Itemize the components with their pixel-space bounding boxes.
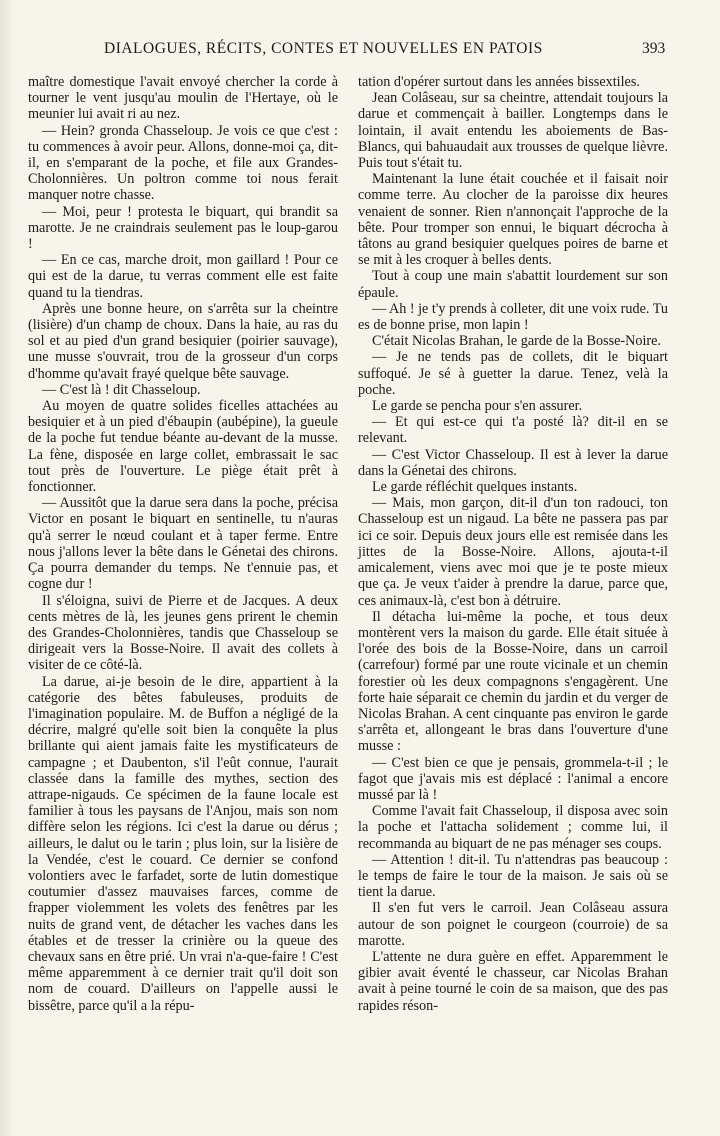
paragraph: — Hein? gronda Chasseloup. Je vois ce que c'est : tu commences à avoir peur. Allons, donne-moi ça, dit-il, en s'emparant de la poche, et file aux Grandes-Cholonnières. Un poltron comme toi nous ferait manquer notre chasse. [28,122,338,204]
paragraph: Après une bonne heure, on s'arrêta sur la cheintre (lisière) d'un champ de choux. Dans la haie, au ras du sol et au pied d'un grand besiquier (poirier sauvage), une musse s'ouvrait, trou de la grosseur d'un corps d'homme qu'avait frayé quelque bête sauvage. [28,300,338,382]
paragraph: — En ce cas, marche droit, mon gaillard ! Pour ce qui est de la darue, tu verras comment elle est faite quand tu la tiendras. [28,252,338,301]
paragraph: — Et qui est-ce qui t'a posté là? dit-il en se relevant. [358,414,668,447]
page-edge-shadow [0,0,14,1136]
paragraph: — Attention ! dit-il. Tu n'attendras pas beaucoup : le temps de faire le tour de la maison. Je sais où se tient la darue. [358,851,668,901]
paragraph: Il détacha lui-même la poche, et tous deux montèrent vers la maison du garde. Elle était située à l'orée des bois de la Bosse-Noire, dans un carroil (carrefour) formé par une route vicinale et un chemin forestier où les deux compagnons s'engagèrent. Une forte haie séparait ce chemin du jardin et du verger de Nicolas Brahan. A cent cinquante pas environ le garde s'arrêta et, allongeant le bras dans l'ouverture d'une musse : [358,608,668,755]
paragraph: tation d'opérer surtout dans les années bissextiles. [358,74,640,90]
paragraph: La darue, ai-je besoin de le dire, appartient à la catégorie des bêtes fabuleuses, produits de l'imagination populaire. M. de Buffon a négligé de la décrire, malgré qu'elle soit bien la conquête la plus brillante qui aient jamais faite les mystificateurs de campagne ; et Daubenton, s'il l'eût connue, l'aurait classée dans la famille des mythes, section des attrape-nigauds. Ce spécimen de la faune locale est familier à tous les paysans de l'Anjou, mais son nom diffère selon les régions. Ici c'est la darue ou dérus ; ailleurs, le dalut ou le tarin ; plus loin, sur la lisière de la Vendée, c'est le couard. Ce dernier se confond volontiers avec le farfadet, sorte de lutin domestique coutumier d'assez mauvaises farces, comme de frapper violemment les volets des fenêtres par les nuits de grand vent, de détacher les vaches dans les étables et de tresser la crinière ou la queue des chevaux sans en être prié. Un vrai n'a-que-faire ! C'est même apparemment à ce dernier trait qu'il doit son nom de couard. D'ailleurs on l'appelle aussi le bissêtre, parce qu'il a la répu- [28,673,338,1014]
paragraph: Tout à coup une main s'abattit lourdement sur son épaule. [358,268,668,301]
running-title: DIALOGUES, RÉCITS, CONTES ET NOUVELLES EN PATOIS [104,40,543,57]
paragraph: Jean Colâseau, sur sa cheintre, attendait toujours la darue et commençait à bailler. Longtemps dans le lointain, il avait entendu les aboiements de Bas-Blancs, qui bahuaudait aux trousses de quelque lièvre. Puis tout s'était tu. [358,90,668,172]
paragraph: — Moi, peur ! protesta le biquart, qui brandit sa marotte. Je ne craindrais seulement pas le loup-garou ! [28,203,338,253]
paragraph: Le garde se pencha pour s'en assurer. [372,398,583,415]
paragraph: Il s'en fut vers le carroil. Jean Colâseau assura autour de son poignet le courgeon (courroie) de sa marotte. [358,900,668,949]
paragraph: — Aussitôt que la darue sera dans la poche, précisa Victor en posant le biquart en sentinelle, tu n'auras qu'à serrer le nœud coulant et à taper ferme. Entre nous j'allons lever la bête dans le Génetai des chirons. Ça pourra demander du temps. Ne t'ennuie pas, et cogne dur ! [28,495,338,593]
paragraph: — Ah ! je t'y prends à colleter, dit une voix rude. Tu es de bonne prise, mon lapin ! [358,300,668,334]
paragraph: maître domestique l'avait envoyé chercher la corde à tourner le vent jusqu'au moulin de l'Hertaye, où le meunier lui avait ri au nez. [28,74,338,123]
page-number: 393 [642,40,666,57]
paragraph: L'attente ne dura guère en effet. Apparemment le gibier avait éventé le chasseur, car Nicolas Brahan avait à peine tourné le coin de sa maison, que des pas rapides réson- [358,948,668,1014]
paragraph: C'était Nicolas Brahan, le garde de la Bosse-Noire. [372,333,661,350]
paragraph: — C'est bien ce que je pensais, grommela-t-il ; le fagot que j'avais mis est déplacé : l'animal a encore mussé par là ! [358,754,668,803]
paragraph: Maintenant la lune était couchée et il faisait noir comme terre. Au clocher de la paroisse dix heures venaient de sonner. Rien n'annonçait l'approche de la bête. Pour tromper son ennui, le biquart décrocha à tâtons au grand besiquier quelques poires de barne et se mit à les croquer à belles dents. [358,171,668,269]
page-header [0,40,720,62]
paragraph: Le garde réfléchit quelques instants. [372,479,578,496]
right-column [358,74,668,1014]
paragraph: Il s'éloigna, suivi de Pierre et de Jacques. A deux cents mètres de là, les jeunes gens prirent le chemin des Grandes-Cholonnières, tandis que Chasseloup se dirigeait vers la Bosse-Noire. Il avait des collets à visiter de ce côté-là. [28,592,338,674]
left-column [28,74,338,1014]
paragraph: — C'est là ! dit Chasseloup. [42,381,201,398]
paragraph: — C'est Victor Chasseloup. Il est à lever la darue dans la Génetai des chirons. [358,446,668,479]
paragraph: Au moyen de quatre solides ficelles attachées au besiquier et à un pied d'ébaupin (aubépine), la gueule de la poche fut tendue béante au-devant de la musse. La fène, disposée en large collet, embrassait le sac tout près de l'ouverture. Le piège était prêt à fonctionner. [28,398,338,496]
paragraph: — Mais, mon garçon, dit-il d'un ton radouci, ton Chasseloup est un nigaud. La bête ne passera pas par ici ce soir. Depuis deux jours elle est remisée dans les jittes de la Bosse-Noire. Allons, ajouta-t-il amicalement, viens avec moi que je te poste mieux que ça. Je veux t'aider à prendre la darue, parce que, ces animaux-là, c'est bon à détruire. [358,495,668,609]
paragraph: Comme l'avait fait Chasseloup, il disposa avec soin la poche et l'attacha solidement ; comme lui, il recommanda au biquart de ne pas ménager ses coups. [358,803,668,852]
paragraph: — Je ne tends pas de collets, dit le biquart suffoqué. Je sé à guetter la darue. Tenez, velà la poche. [358,349,668,398]
